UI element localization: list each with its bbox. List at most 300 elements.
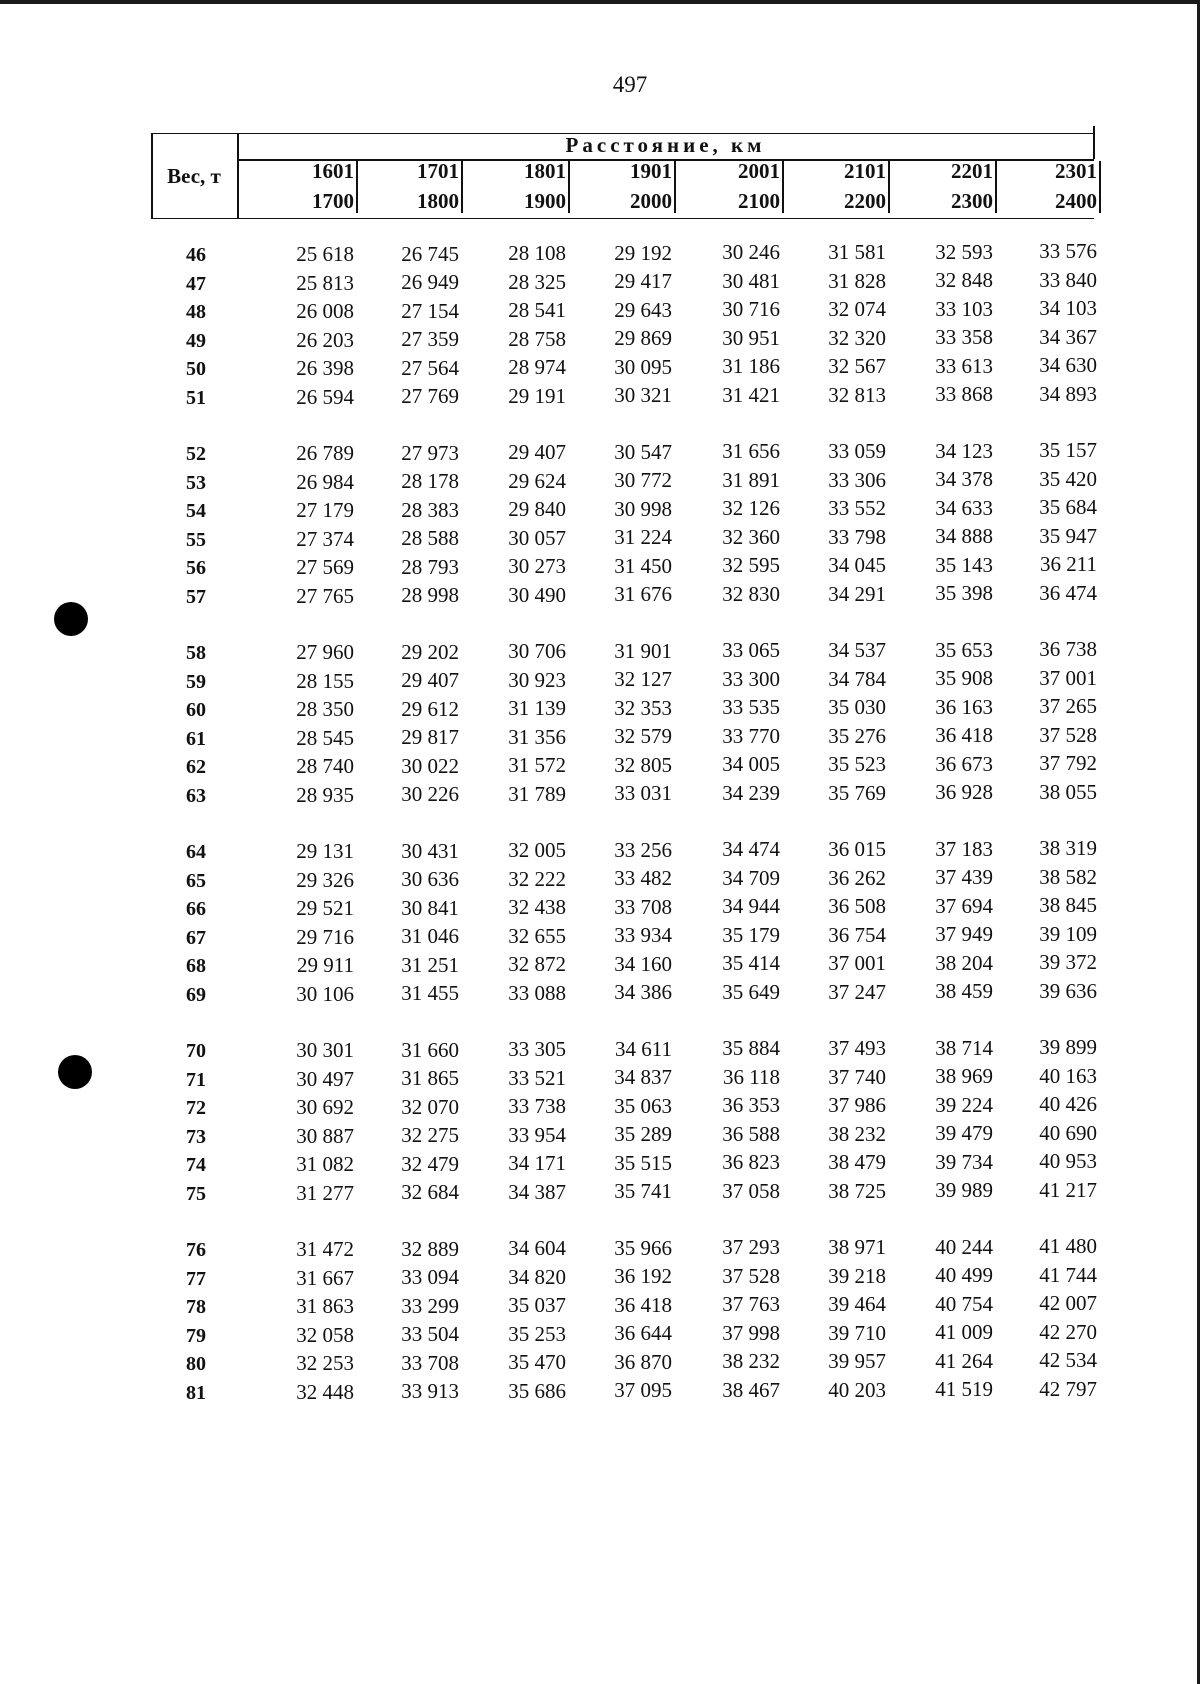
range-to-label: 1700	[312, 189, 354, 213]
value-cell: 35 884	[722, 1036, 780, 1061]
value-cell: 34 378	[935, 467, 993, 492]
value-cell: 40 690	[1039, 1120, 1097, 1145]
value-cell: 39 710	[828, 1320, 886, 1345]
weight-cell: 67	[186, 926, 206, 949]
value-cell: 32 127	[614, 667, 672, 692]
value-cell: 36 262	[828, 865, 886, 890]
value-cell: 28 350	[296, 697, 354, 721]
range-from-label: 2001	[738, 159, 780, 183]
value-cell: 29 840	[508, 497, 566, 522]
value-cell: 37 058	[722, 1178, 780, 1203]
value-cell: 33 954	[508, 1122, 566, 1147]
distance-group-header: Расстояние, км	[565, 133, 766, 157]
weight-cell: 53	[186, 471, 206, 494]
value-cell: 34 291	[828, 581, 886, 606]
value-cell: 33 256	[614, 837, 672, 862]
range-to-label: 1800	[417, 189, 459, 213]
value-cell: 34 820	[508, 1264, 566, 1289]
value-cell: 37 439	[935, 865, 993, 890]
value-cell: 30 923	[508, 667, 566, 692]
value-cell: 33 094	[401, 1265, 459, 1290]
value-cell: 32 595	[722, 553, 780, 578]
value-cell: 35 420	[1039, 466, 1097, 491]
value-cell: 38 582	[1039, 864, 1097, 889]
value-cell: 37 247	[828, 979, 886, 1004]
value-cell: 36 118	[723, 1064, 780, 1089]
value-cell: 33 305	[508, 1037, 566, 1062]
range-from-label: 1601	[312, 159, 354, 183]
value-cell: 34 944	[722, 894, 780, 919]
value-cell: 30 490	[508, 582, 566, 607]
value-cell: 34 123	[935, 438, 993, 463]
value-cell: 39 734	[935, 1149, 993, 1174]
value-cell: 30 636	[401, 867, 459, 892]
value-cell: 31 082	[296, 1152, 354, 1176]
value-cell: 37 998	[722, 1320, 780, 1345]
value-cell: 31 186	[722, 354, 780, 379]
value-cell: 31 224	[614, 525, 672, 550]
value-cell: 33 306	[828, 467, 886, 492]
value-cell: 32 805	[614, 752, 672, 777]
value-cell: 34 387	[508, 1179, 566, 1204]
value-cell: 27 769	[401, 384, 459, 409]
value-cell: 39 218	[828, 1263, 886, 1288]
value-cell: 39 989	[935, 1178, 993, 1203]
value-cell: 34 630	[1039, 353, 1097, 378]
value-cell: 26 984	[296, 469, 354, 494]
value-cell: 30 022	[401, 753, 459, 778]
value-cell: 30 772	[614, 468, 672, 493]
value-cell: 41 480	[1039, 1234, 1097, 1259]
value-cell: 31 450	[614, 553, 672, 578]
value-cell: 28 545	[296, 725, 354, 750]
value-cell: 38 971	[828, 1235, 886, 1259]
value-cell: 36 508	[828, 894, 886, 918]
value-cell: 37 740	[828, 1064, 886, 1089]
value-cell: 38 479	[828, 1150, 886, 1174]
value-cell: 33 300	[722, 666, 780, 691]
value-cell: 25 813	[296, 270, 354, 295]
value-cell: 35 179	[722, 922, 780, 947]
value-cell: 31 277	[296, 1180, 354, 1205]
value-cell: 37 528	[722, 1263, 780, 1288]
value-cell: 33 576	[1039, 239, 1097, 264]
weight-cell: 65	[186, 869, 206, 892]
value-cell: 33 504	[401, 1322, 459, 1347]
value-cell: 31 455	[401, 981, 459, 1006]
range-from-label: 2301	[1055, 159, 1097, 183]
value-cell: 33 770	[722, 723, 780, 748]
value-cell: 33 299	[401, 1293, 459, 1318]
value-cell: 33 552	[828, 496, 886, 520]
value-cell: 36 163	[935, 694, 993, 719]
value-cell: 34 367	[1039, 324, 1097, 349]
value-cell: 27 960	[296, 640, 354, 664]
value-cell: 30 226	[401, 782, 459, 807]
value-cell: 40 754	[935, 1291, 993, 1316]
value-cell: 28 588	[401, 526, 459, 551]
value-cell: 34 611	[615, 1036, 672, 1061]
weight-cell: 63	[186, 784, 206, 807]
weight-cell: 74	[186, 1154, 206, 1176]
value-cell: 32 070	[401, 1094, 459, 1119]
value-cell: 38 232	[722, 1349, 780, 1374]
range-to-label: 1900	[524, 189, 566, 213]
value-cell: 33 521	[508, 1065, 566, 1090]
value-cell: 28 383	[401, 497, 459, 522]
value-cell: 35 276	[828, 723, 886, 748]
value-cell: 27 765	[296, 583, 354, 608]
value-cell: 26 203	[296, 327, 354, 352]
value-cell: 34 103	[1039, 296, 1097, 321]
value-cell: 35 143	[935, 552, 993, 577]
value-cell: 35 649	[722, 979, 780, 1004]
weight-cell: 47	[186, 272, 206, 295]
weight-cell: 76	[186, 1239, 206, 1261]
weight-cell: 57	[186, 585, 206, 608]
value-cell: 32 889	[401, 1236, 459, 1261]
value-cell: 31 581	[828, 240, 886, 264]
value-cell: 37 792	[1039, 751, 1097, 776]
value-cell: 30 106	[296, 981, 354, 1006]
value-cell: 40 953	[1039, 1149, 1097, 1174]
value-cell: 34 239	[722, 780, 780, 805]
weight-cell: 78	[186, 1296, 206, 1318]
value-cell: 39 479	[935, 1121, 993, 1146]
value-cell: 32 058	[296, 1322, 354, 1347]
value-cell: 26 594	[296, 384, 354, 409]
value-cell: 33 708	[401, 1350, 459, 1375]
value-cell: 28 325	[508, 269, 566, 294]
weight-cell: 60	[186, 699, 206, 721]
value-cell: 35 398	[935, 581, 993, 606]
weight-cell: 66	[186, 898, 206, 920]
value-cell: 31 789	[508, 781, 566, 806]
value-cell: 35 684	[1039, 495, 1097, 520]
value-cell: 34 045	[828, 553, 886, 577]
value-cell: 34 171	[508, 1151, 566, 1176]
value-cell: 36 754	[828, 922, 886, 947]
value-cell: 40 244	[935, 1234, 993, 1259]
value-cell: 31 251	[401, 952, 459, 977]
range-from-label: 2201	[951, 159, 993, 183]
value-cell: 31 676	[614, 582, 672, 607]
value-cell: 33 613	[935, 353, 993, 378]
value-cell: 33 934	[614, 923, 672, 948]
value-cell: 35 289	[614, 1122, 672, 1147]
value-cell: 39 899	[1039, 1035, 1097, 1060]
value-cell: 34 633	[935, 495, 993, 520]
value-cell: 37 265	[1039, 694, 1097, 719]
value-cell: 28 178	[401, 469, 459, 494]
value-cell: 31 863	[296, 1294, 354, 1318]
value-cell: 36 588	[722, 1121, 780, 1146]
value-cell: 33 031	[614, 781, 672, 806]
value-cell: 40 163	[1039, 1063, 1097, 1088]
value-cell: 31 139	[508, 696, 566, 721]
value-cell: 28 974	[508, 355, 566, 380]
value-cell: 29 624	[508, 468, 566, 493]
value-cell: 41 744	[1039, 1262, 1097, 1287]
value-cell: 30 692	[296, 1095, 354, 1119]
value-cell: 34 005	[722, 752, 780, 777]
weight-cell: 62	[186, 756, 206, 778]
value-cell: 30 497	[296, 1066, 354, 1091]
value-cell: 36 353	[722, 1093, 780, 1118]
value-cell: 36 673	[935, 751, 993, 776]
value-cell: 26 789	[296, 441, 354, 465]
value-cell: 30 057	[508, 525, 566, 550]
value-cell: 41 264	[935, 1348, 993, 1373]
value-cell: 31 660	[401, 1037, 459, 1062]
value-cell: 37 183	[935, 836, 993, 861]
value-cell: 38 725	[828, 1178, 886, 1203]
weight-cell: 52	[186, 443, 206, 465]
value-cell: 32 655	[508, 923, 566, 948]
weight-cell: 64	[186, 841, 206, 863]
range-to-label: 2000	[630, 189, 672, 213]
weight-cell: 49	[186, 329, 206, 352]
value-cell: 36 015	[828, 837, 886, 861]
value-cell: 39 372	[1039, 950, 1097, 975]
value-cell: 37 949	[935, 922, 993, 947]
value-cell: 42 270	[1039, 1319, 1097, 1344]
value-cell: 30 951	[722, 325, 780, 350]
value-cell: 31 356	[508, 724, 566, 749]
weight-cell: 51	[186, 386, 206, 409]
value-cell: 32 813	[828, 382, 886, 407]
value-cell: 39 957	[828, 1349, 886, 1373]
value-cell: 34 888	[935, 524, 993, 549]
value-cell: 29 131	[296, 839, 354, 863]
weight-cell: 79	[186, 1324, 206, 1347]
value-cell: 31 572	[508, 753, 566, 778]
value-cell: 38 055	[1039, 779, 1097, 804]
value-cell: 27 973	[401, 440, 459, 465]
value-cell: 30 481	[722, 268, 780, 293]
value-cell: 35 653	[935, 637, 993, 662]
weight-cell: 59	[186, 670, 206, 693]
value-cell: 36 474	[1039, 580, 1097, 605]
value-cell: 32 275	[401, 1123, 459, 1148]
value-cell: 30 431	[401, 838, 459, 863]
value-cell: 39 464	[828, 1292, 886, 1316]
value-cell: 38 969	[935, 1064, 993, 1089]
value-cell: 36 738	[1039, 637, 1097, 662]
value-cell: 38 845	[1039, 893, 1097, 918]
value-cell: 29 417	[614, 269, 672, 294]
value-cell: 36 870	[614, 1349, 672, 1374]
value-cell: 28 935	[296, 782, 354, 807]
value-cell: 34 837	[614, 1065, 672, 1090]
value-cell: 35 523	[828, 752, 886, 776]
value-cell: 27 564	[401, 355, 459, 380]
weight-column-header: Вес, т	[167, 164, 221, 188]
value-cell: 25 618	[296, 242, 354, 266]
value-cell: 32 005	[508, 838, 566, 863]
value-cell: 33 103	[935, 296, 993, 321]
value-cell: 40 203	[828, 1377, 886, 1402]
value-cell: 41 009	[935, 1320, 993, 1345]
value-cell: 31 865	[401, 1066, 459, 1091]
value-cell: 28 155	[296, 668, 354, 693]
weight-cell: 61	[186, 727, 206, 750]
value-cell: 37 293	[722, 1235, 780, 1260]
weight-cell: 70	[186, 1040, 206, 1062]
value-cell: 32 126	[722, 496, 780, 521]
range-to-label: 2100	[738, 189, 780, 213]
value-cell: 37 001	[1039, 665, 1097, 690]
value-cell: 32 848	[935, 268, 993, 293]
value-cell: 35 908	[935, 666, 993, 691]
value-cell: 33 059	[828, 439, 886, 463]
value-cell: 35 686	[508, 1378, 566, 1403]
value-cell: 37 986	[828, 1093, 886, 1117]
value-cell: 33 738	[508, 1094, 566, 1119]
value-cell: 33 913	[401, 1379, 459, 1404]
value-cell: 29 869	[614, 326, 672, 351]
weight-cell: 54	[186, 500, 206, 522]
value-cell: 26 949	[401, 270, 459, 295]
value-cell: 33 088	[508, 980, 566, 1005]
value-cell: 38 232	[828, 1121, 886, 1146]
value-cell: 37 528	[1039, 722, 1097, 747]
value-cell: 35 037	[508, 1293, 566, 1318]
value-cell: 33 798	[828, 524, 886, 549]
value-cell: 32 579	[614, 724, 672, 749]
value-cell: 29 817	[401, 725, 459, 750]
range-to-label: 2300	[951, 189, 993, 213]
value-cell: 37 493	[828, 1036, 886, 1060]
value-cell: 27 359	[401, 327, 459, 352]
value-cell: 26 398	[296, 356, 354, 380]
value-cell: 30 887	[296, 1123, 354, 1148]
value-cell: 32 448	[296, 1379, 354, 1404]
value-cell: 36 418	[935, 723, 993, 748]
value-cell: 27 374	[296, 526, 354, 551]
value-cell: 27 179	[296, 498, 354, 522]
value-cell: 28 108	[508, 241, 566, 266]
value-cell: 32 253	[296, 1351, 354, 1375]
value-cell: 34 604	[508, 1236, 566, 1261]
value-cell: 29 192	[614, 240, 672, 265]
range-to-label: 2400	[1055, 189, 1097, 213]
value-cell: 30 998	[614, 496, 672, 521]
value-cell: 33 358	[935, 325, 993, 350]
weight-cell: 56	[186, 557, 206, 579]
value-cell: 32 438	[508, 895, 566, 920]
value-cell: 29 191	[508, 383, 566, 408]
value-cell: 34 160	[614, 951, 672, 976]
value-cell: 32 872	[508, 952, 566, 977]
value-cell: 35 966	[614, 1235, 672, 1260]
value-cell: 40 426	[1039, 1092, 1097, 1117]
value-cell: 28 740	[296, 754, 354, 778]
weight-cell: 72	[186, 1097, 206, 1119]
value-cell: 29 326	[296, 867, 354, 892]
value-cell: 39 224	[935, 1092, 993, 1117]
value-cell: 30 547	[614, 439, 672, 464]
value-cell: 28 998	[401, 583, 459, 608]
value-cell: 27 154	[401, 298, 459, 323]
value-cell: 31 667	[296, 1265, 354, 1290]
weight-cell: 77	[186, 1267, 206, 1290]
value-cell: 40 499	[935, 1263, 993, 1288]
weight-cell: 55	[186, 528, 206, 551]
value-cell: 33 708	[614, 894, 672, 919]
value-cell: 34 474	[722, 837, 780, 862]
value-cell: 31 472	[296, 1237, 354, 1261]
value-cell: 30 246	[722, 240, 780, 265]
value-cell: 29 612	[401, 696, 459, 721]
value-cell: 34 893	[1039, 381, 1097, 406]
value-cell: 37 763	[722, 1292, 780, 1317]
value-cell: 26 745	[401, 241, 459, 266]
value-cell: 29 716	[296, 924, 354, 949]
value-cell: 31 046	[401, 924, 459, 949]
value-cell: 31 891	[722, 467, 780, 492]
value-cell: 31 901	[614, 638, 672, 663]
weight-cell: 46	[186, 244, 206, 266]
value-cell: 31 656	[722, 439, 780, 464]
weight-cell: 50	[186, 358, 206, 380]
value-cell: 29 407	[401, 668, 459, 693]
value-cell: 28 758	[508, 326, 566, 351]
value-cell: 29 521	[296, 896, 354, 920]
value-cell: 28 541	[508, 298, 566, 323]
value-cell: 30 841	[401, 895, 459, 920]
value-cell: 34 537	[828, 638, 886, 662]
value-cell: 35 470	[508, 1350, 566, 1375]
weight-cell: 75	[186, 1182, 206, 1205]
value-cell: 35 414	[722, 951, 780, 976]
range-from-label: 1801	[524, 159, 566, 183]
weight-cell: 71	[186, 1068, 206, 1091]
value-cell: 32 684	[401, 1180, 459, 1205]
value-cell: 32 320	[828, 325, 886, 350]
value-cell: 32 222	[508, 866, 566, 891]
value-cell: 38 714	[935, 1035, 993, 1060]
value-cell: 31 828	[828, 268, 886, 293]
value-cell: 42 797	[1039, 1376, 1097, 1401]
value-cell: 42 007	[1039, 1291, 1097, 1316]
weight-cell: 80	[186, 1353, 206, 1375]
value-cell: 35 947	[1039, 523, 1097, 548]
value-cell: 32 074	[828, 297, 886, 321]
range-from-label: 1701	[417, 159, 459, 183]
value-cell: 41 519	[935, 1377, 993, 1402]
value-cell: 30 095	[614, 354, 672, 379]
value-cell: 29 202	[401, 639, 459, 664]
value-cell: 30 716	[722, 297, 780, 322]
range-to-label: 2200	[844, 189, 886, 213]
value-cell: 37 095	[614, 1378, 672, 1403]
value-cell: 37 694	[935, 893, 993, 918]
value-cell: 33 868	[935, 382, 993, 407]
value-cell: 36 211	[1040, 552, 1097, 577]
value-cell: 32 593	[935, 239, 993, 264]
value-cell: 35 769	[828, 780, 886, 805]
value-cell: 41 217	[1039, 1177, 1097, 1202]
value-cell: 36 418	[614, 1292, 672, 1317]
value-cell: 35 741	[614, 1179, 672, 1204]
value-cell: 34 709	[722, 865, 780, 890]
value-cell: 36 928	[935, 780, 993, 805]
value-cell: 37 001	[828, 951, 886, 975]
value-cell: 38 319	[1039, 836, 1097, 861]
value-cell: 32 830	[722, 581, 780, 606]
value-cell: 35 515	[614, 1150, 672, 1175]
